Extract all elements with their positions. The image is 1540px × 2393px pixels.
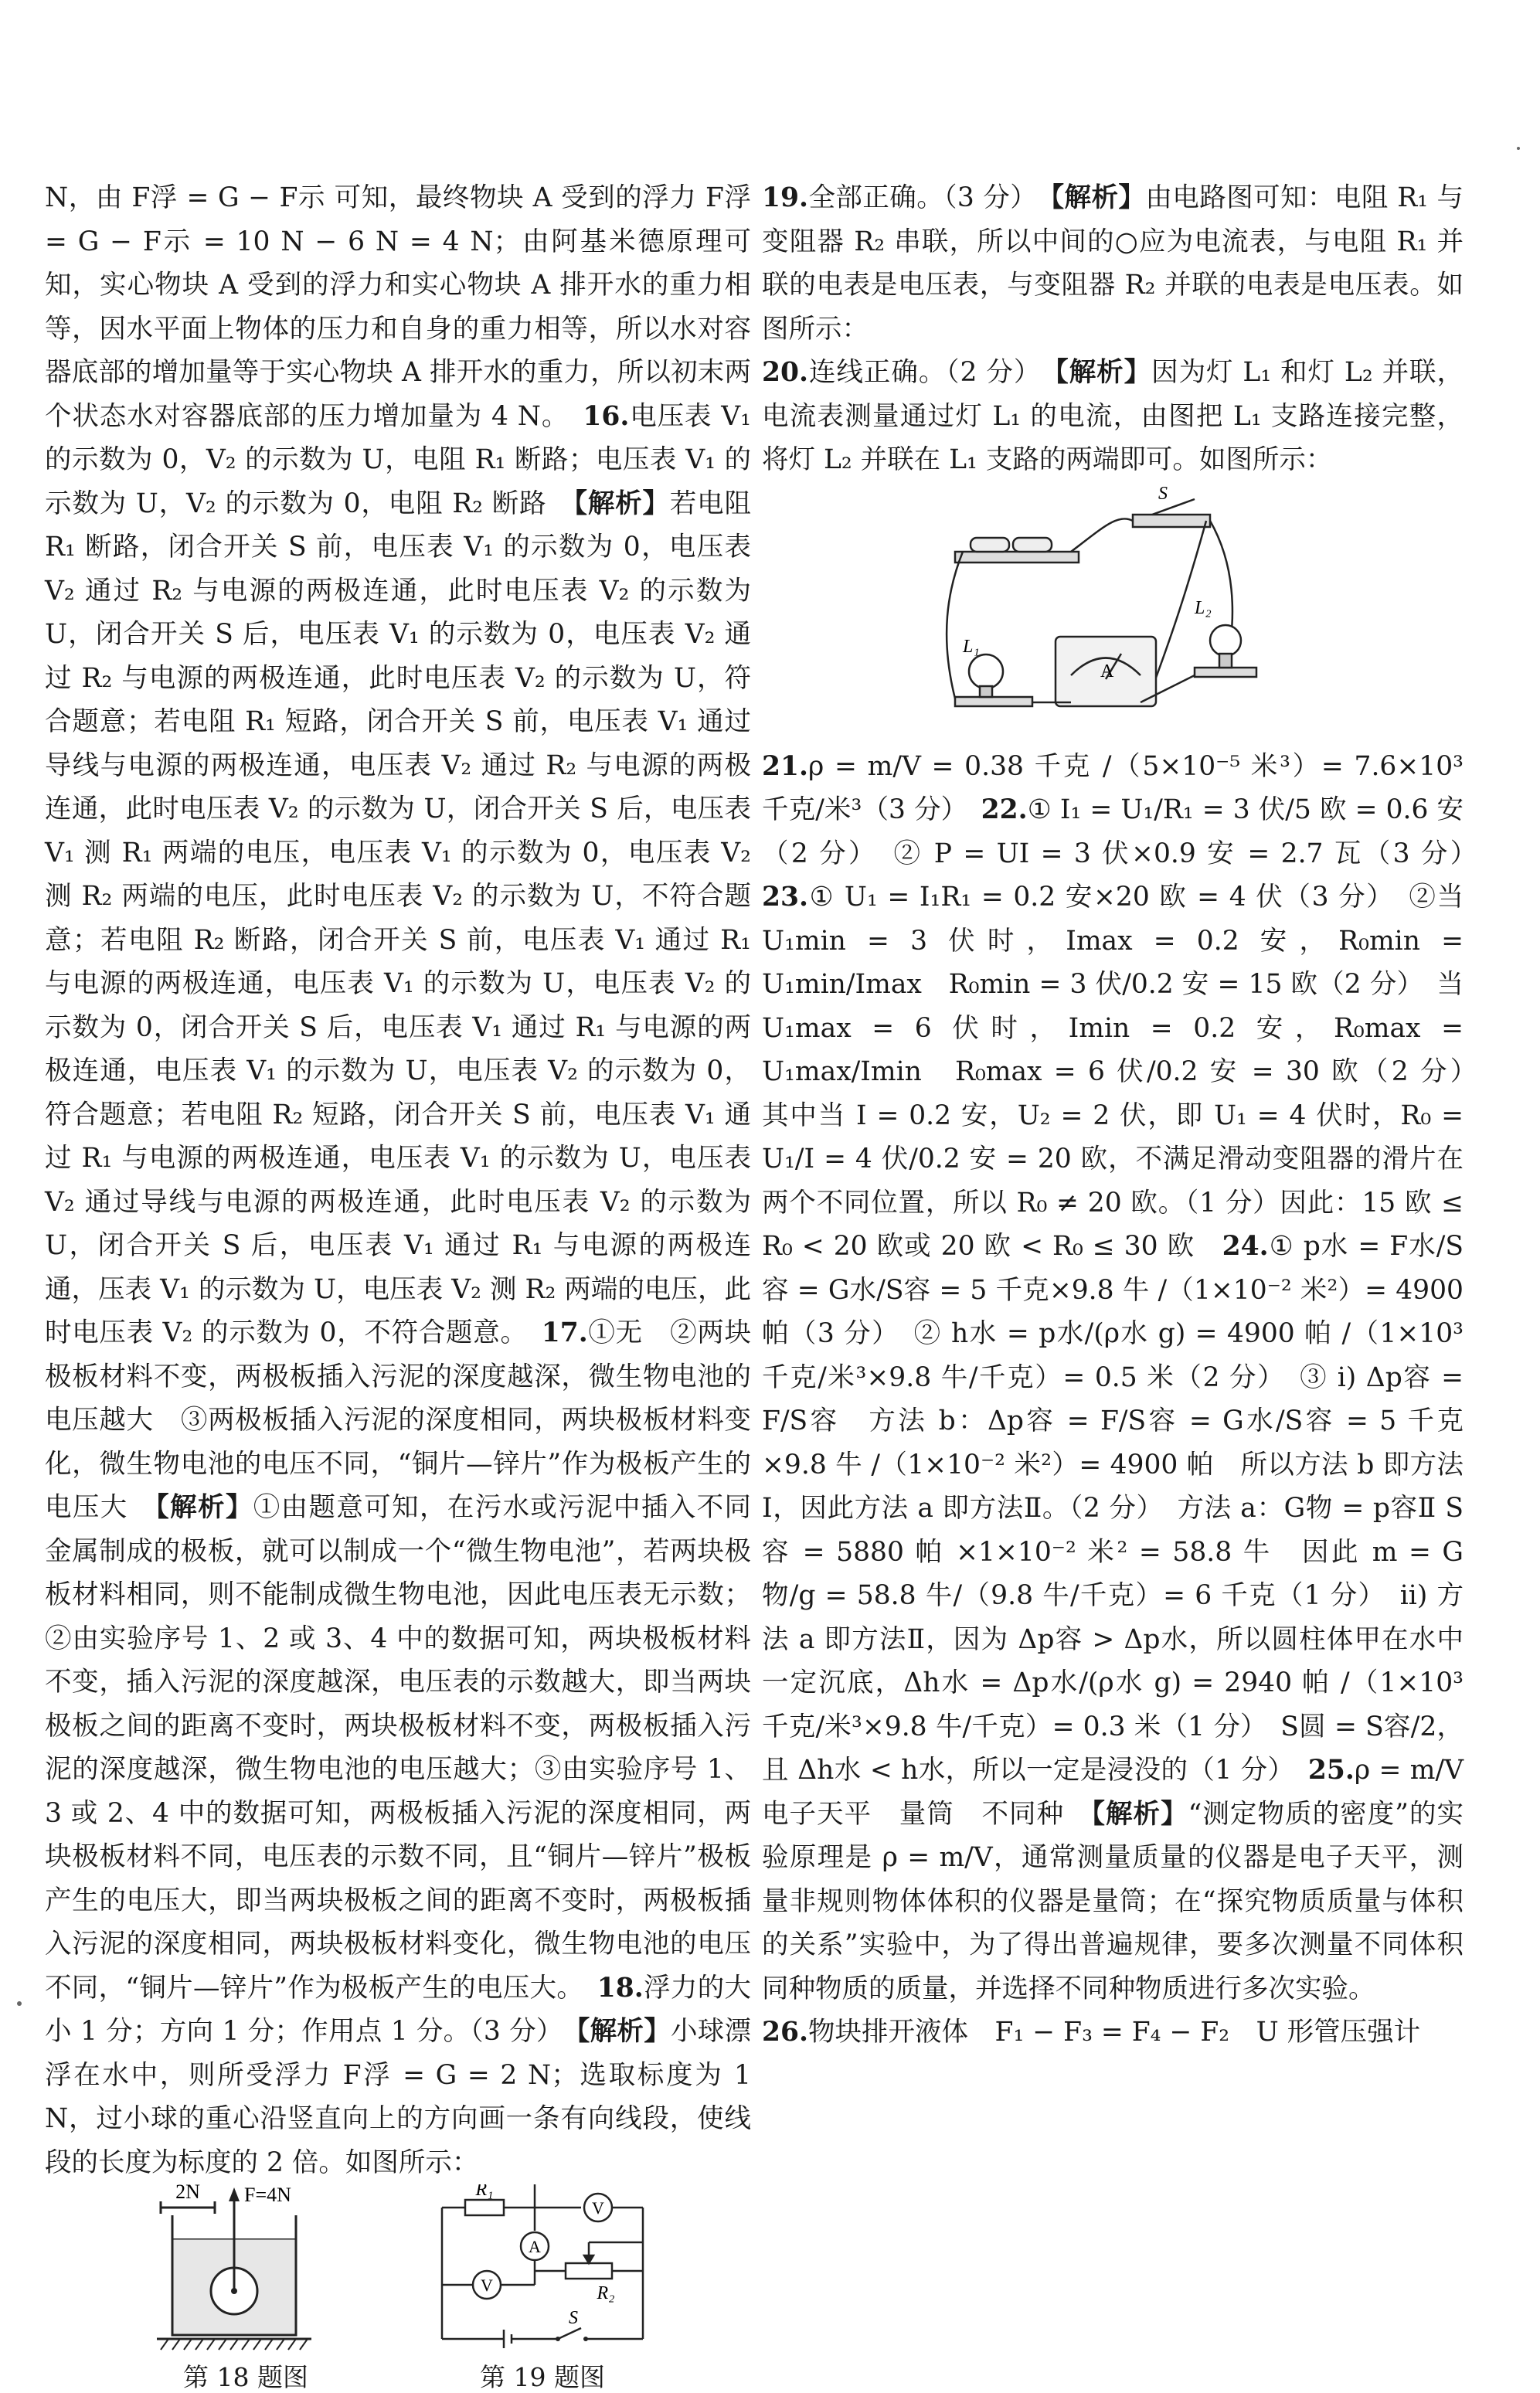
q18-analysis-tag: 【解析】 [576, 2016, 671, 2047]
q19-number: 19. [762, 182, 809, 213]
q26-answer: 物块排开液体 F₁ − F₃ = F₄ − F₂ U 形管压强计 [808, 2017, 1421, 2048]
q17-number: 17. [541, 1317, 588, 1348]
q26-number: 26. [762, 2017, 809, 2048]
q24-number: 24. [1222, 1231, 1269, 1262]
force-arrow-icon [229, 2187, 240, 2201]
q22-answer: ① I₁ = U₁/R₁ = 3 伏/5 欧 = 0.6 安（2 分） ② P = UI = 3 伏×0.9 安 = 2.7 瓦（3 分） [762, 794, 1464, 869]
voltmeter-left-label: V [481, 2276, 493, 2295]
q23-number: 23. [762, 882, 809, 913]
q22-number: 22. [981, 794, 1028, 825]
ammeter-a-label: A [1100, 661, 1114, 682]
r2-label: R₂ [597, 2283, 615, 2303]
figure-18-caption: 第 18 题图 [183, 2362, 308, 2392]
q17-analysis: ①由题意可知，在污水或污泥中插入不同金属制成的极板，就可以制成一个“微生物电池”，若两块极板材料相同，则不能制成微生物电池，因此电压表无示数；②由实验序号 1、2 或 3、4 中的数据可知，两块极板材料不变，插入污泥的深度越深，电压表的示数越大，即当两块极板之间的距离不变时，两块极板材料不变，两极板插入污泥的深度越深，微生物电池的电压越大；③由实验序号 1、3 或 2、4 中的数据可知，两极板插入污泥的深度相同，两块极板材料不同，电压表的示数不同，且“铜片—锌片”极板产生的电压大，即当两块极板之间的距离不变时，两极板插入污泥的深度相同，两块极板材料变化，微生物电池的电压不同，“铜片—锌片”作为极板产生的电压大。 [45, 1492, 752, 2004]
scan-speck [1517, 147, 1520, 150]
q16-analysis: 若电阻 R₁ 断路，闭合开关 S 前，电压表 V₁ 的示数为 0，电压表 V₂ 通过 R₂ 与电源的两极连通，此时电压表 V₂ 的示数为 U，闭合开关 S 后，电压表 V₁ 的示数为 0，电压表 V₂ 通过 R₂ 与电源的两极连通，此时电压表 V₂ 的示数为 U，符合题意；若电阻 R₁ 短路，闭合开关 S 前，电压表 V₁ 通过导线与电源的两极连通，电压表 V₂ 通过 R₂ 与电源的两极连通，此时电压表 V₂ 的示数为 U，闭合开关 S 后，电压表 V₁ 测 R₁ 两端的电压，电压表 V₁ 的示数为 0，电压表 V₂ 测 R₂ 两端的电压，此时电压表 V₂ 的示数为 U，不符合题意；若电阻 R₂ 断路，闭合开关 S 前，电压表 V₁ 通过 R₁ 与电源的两极连通，电压表 V₁ 的示数为 U，电压表 V₂ 的示数为 0，闭合开关 S 后，电压表 V₁ 通过 R₁ 与电源的两极连通，电压表 V₁ 的示数为 U，电压表 V₂ 的示数为 0，符合题意；若电阻 R₂ 短路，闭合开关 S 前，电压表 V₁ 通过 R₁ 与电源的两极连通，电压表 V₁ 的示数为 U，电压表 V₂ 通过导线与电源的两极连通，此时电压表 V₂ 的示数为 U，闭合开关 S 后，电压表 V₁ 通过 R₁ 与电源的两极连通，压表 V₁ 的示数为 U，电压表 V₂ 测 R₂ 两端的电压，此时电压表 V₂ 的示数为 0，不符合题意。 [45, 488, 751, 1348]
q18-number: 18. [597, 1972, 644, 2004]
answer-21-24 [762, 745, 1491, 2011]
scan-speck [17, 2001, 22, 2006]
switch-s-label: S [1158, 483, 1168, 504]
answer-15-text: N，由 F浮 = G − F示 可知，最终物块 A 受到的浮力 F浮 = G − F示 = 10 N − 6 N = 4 N；由阿基米德原理可知，实心物块 A 受到的浮力和实心物块 A 排开水的重力相等，因水平面上物体的压力和自身的重力相等，所以水对容器底部的增加量等于实心物块 A 排开水的重力，所以初末两个状态水对容器底部的压力增加量为 4 N。 [45, 182, 751, 432]
lamp-l1-label: L₁ [963, 636, 980, 657]
q16-number: 16. [583, 400, 630, 432]
answer-26 [762, 2011, 1464, 2055]
q17-analysis-tag: 【解析】 [155, 1492, 253, 1523]
q25-number: 25. [1307, 1755, 1355, 1786]
lamp-l2-label: L₂ [1195, 597, 1212, 618]
r1-label: R₁ [475, 2184, 494, 2200]
answer-15-continued [45, 176, 751, 2184]
switch-label: S [569, 2308, 578, 2328]
q23-answer: ① U₁ = I₁R₁ = 0.2 安×20 欧 = 4 伏（3 分） ②当 U₁min = 3 伏时，Imax = 0.2 安，R₀min = U₁min/Imax R₀min = 3 伏/0.2 安 = 15 欧（2 分） 当 U₁max = 6 伏时，Imin = 0.2 安，R₀max = U₁max/Imin R₀max = 6 伏/0.2 安 = 30 欧（2 分） 其中当 I = 0.2 安，U₂ = 2 伏，即 U₁ = 4 伏时，R₀ = U₁/I = 4 伏/0.2 安 = 20 欧，不满足滑动变阻器的滑片在两个不同位置，所以 R₀ ≠ 20 欧。（1 分）因此：15 欧 ≤ R₀ < 20 欧或 20 欧 < R₀ ≤ 30 欧 [762, 882, 1491, 1262]
q19-analysis-tag: 【解析】 [1050, 182, 1146, 213]
answer-20 [762, 351, 1464, 482]
q20-analysis: 因为灯 L₁ 和灯 L₂ 并联，电流表测量通过灯 L₁ 的电流，由图把 L₁ 支路连接完整，将灯 L₂ 并联在 L₁ 支路的两端即可。如图所示： [762, 357, 1464, 475]
q25-analysis: “测定物质的密度”的实验原理是 ρ = m/V，通常测量质量的仪器是电子天平，测量非规则物体体积的仪器是量筒；在“探究物质质量与体积的关系”实验中，为了得出普遍规律，要多次测量不同体积同种物质的质量，并选择不同种物质进行多次实验。 [762, 1798, 1464, 2004]
q20-number: 20. [762, 357, 809, 388]
q20-analysis-tag: 【解析】 [1055, 357, 1152, 388]
q17-answer: ①无 ②两块极板材料不变，两极板插入污泥的深度越深，微生物电池的电压越大 ③两极板插入污泥的深度相同，两块极板材料变化，微生物电池的电压不同，“铜片—锌片”作为极板产生的电压大 [45, 1317, 752, 1523]
voltmeter-top-label: V [592, 2198, 604, 2218]
circuit-diagram-19 [427, 2184, 658, 2362]
ammeter-label: A [529, 2237, 541, 2256]
q16-analysis-tag: 【解析】 [573, 488, 670, 519]
q18-answer: 浮力的大小 1 分；方向 1 分；作用点 1 分。（3 分） [45, 1972, 752, 2047]
q16-answer: 电压表 V₁ 的示数为 0，V₂ 的示数为 U，电阻 R₁ 断路；电压表 V₁ 的示数为 U，V₂ 的示数为 0，电阻 R₂ 断路 [45, 400, 751, 519]
answer-19 [762, 176, 1464, 351]
q21-number: 21. [762, 750, 809, 782]
buoyancy-diagram [145, 2184, 346, 2362]
circuit-physical-diagram [940, 482, 1264, 745]
q19-analysis: 由电路图可知：电阻 R₁ 与变阻器 R₂ 串联，所以中间的○应为电流表，与电阻 R₁ 并联的电表是电压表，与变阻器 R₂ 并联的电表是电压表。如图所示： [762, 182, 1464, 345]
q18-analysis: 小球漂浮在水中，则所受浮力 F浮 = G = 2 N；选取标度为 1 N，过小球的重心沿竖直向上的方向画一条有向线段，使线段的长度为标度的 2 倍。如图所示： [45, 2016, 751, 2178]
force-label: F=4N [244, 2184, 291, 2206]
q25-answer: ρ = m/V 电子天平 量筒 不同种 [762, 1755, 1491, 1830]
figures-18-19 [45, 2184, 751, 2393]
figure-19-caption: 第 19 题图 [480, 2362, 605, 2392]
figure-18 [145, 2184, 346, 2393]
figure-20 [762, 482, 1464, 745]
right-column [762, 176, 1491, 2055]
q21-answer: ρ = m/V = 0.38 千克 /（5×10⁻⁵ 米³）= 7.6×10³ 千克/米³（3 分） [762, 750, 1464, 825]
figure-19 [427, 2184, 658, 2393]
q20-answer: 连线正确。（2 分） [808, 357, 1028, 388]
scale-label: 2N [175, 2184, 200, 2203]
q19-answer: 全部正确。（3 分） [808, 182, 1024, 213]
q25-analysis-tag: 【解析】 [1091, 1798, 1188, 1830]
q24-answer: ① p水 = F水/S容 = G水/S容 = 5 千克×9.8 牛 /（1×10⁻² 米²）= 4900 帕（3 分） ② h水 = p水/(ρ水 g) = 4900 帕 /（1×10³ 千克/米³×9.8 牛/千克）= 0.5 米（2 分） ③ i) Δp容 = F/S容 方法 b：Δp容 = F/S容 = G水/S容 = 5 千克×9.8 牛 /（1×10⁻² 米²）= 4900 帕 所以方法 b 即方法Ⅰ，因此方法 a 即方法Ⅱ。（2 分） 方法 a：G物 = p容Ⅱ S容 = 5880 帕 ×1×10⁻² 米² = 58.8 牛 因此 m = G物/g = 58.8 牛/（9.8 牛/千克）= 6 千克（1 分） ii) 方法 a 即方法Ⅱ，因为 Δp容 > Δp水，所以圆柱体甲在水中一定沉底，Δh水 = Δp水/(ρ水 g) = 2940 帕 /（1×10³ 千克/米³×9.8 牛/千克）= 0.3 米（1 分） S圆 = S容/2，且 Δh水 < h水，所以一定是浸没的（1 分） [762, 1231, 1464, 1786]
left-column [45, 176, 751, 2393]
